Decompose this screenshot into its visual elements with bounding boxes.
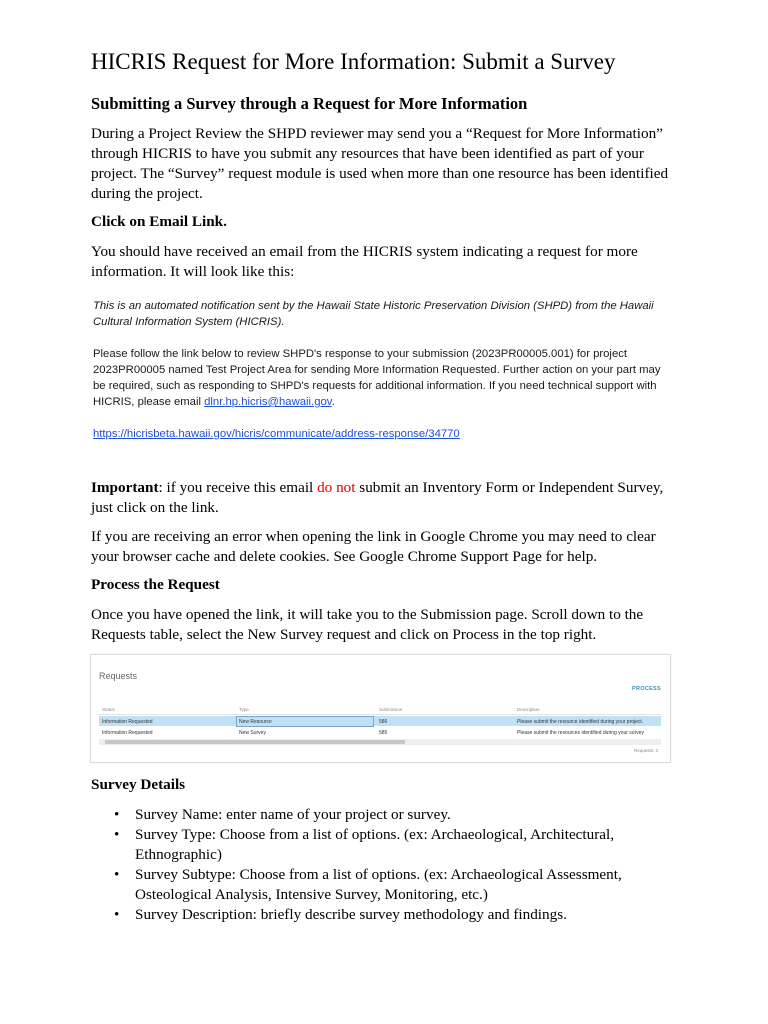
page-title: HICRIS Request for More Information: Submit a Survey [91, 49, 616, 74]
bullet-icon: • [114, 866, 120, 883]
response-url-link[interactable]: https://hicrisbeta.hawaii.gov/hicris/communicate/address-response/34770 [93, 428, 460, 440]
column-header-type: Type [239, 707, 249, 712]
chrome-note: If you are receiving an error when opening the link in Google Chrome you may need to clear your browser cache and delete cookies. See Google Chrome Support Page for help. [91, 528, 656, 565]
email-example [93, 298, 673, 442]
table-row[interactable] [99, 727, 661, 737]
cell-type: New Resource [239, 719, 272, 725]
cell-status: Information Requested [102, 719, 153, 725]
important-label: Important [91, 479, 159, 496]
table-row[interactable] [99, 716, 661, 726]
cell-description: Please submit the resource identified during your project. [517, 719, 644, 725]
important-note [91, 478, 681, 518]
list-item [91, 805, 681, 825]
bullet-icon: • [114, 806, 120, 823]
list-item-text: Survey Type: Choose from a list of options. (ex: Archaeological, Architectural, Ethnographic) [135, 826, 615, 863]
column-header-submission: Submission [379, 707, 403, 712]
step1-heading: Click on Email Link. [91, 213, 227, 230]
list-item-text: Survey Subtype: Choose from a list of options. (ex: Archaeological Assessment, Osteological Analysis, Intensive Survey, Monitoring, etc.) [135, 866, 622, 903]
survey-details-list [91, 805, 681, 925]
cell-status: Information Requested [102, 730, 153, 736]
important-text-1: : if you receive this email [158, 479, 318, 496]
email-body-text: Please follow the link below to review SHPD's response to your submission (2023PR00005.001) for project 2023PR00005 named Test Project Area for sending More Information Requested. Further action on your part may be required, such as responding to SHPD's requests for additional information. If you need technical support with HICRIS, please email [93, 348, 661, 408]
horizontal-scrollbar[interactable] [99, 739, 661, 745]
email-body [93, 346, 673, 410]
list-item [91, 905, 681, 925]
do-not-text: do not [317, 479, 356, 496]
bullet-icon: • [114, 826, 120, 843]
support-email-link[interactable]: dlnr.hp.hicris@hawaii.gov [204, 396, 332, 408]
cell-submission: 586 [379, 719, 388, 725]
requests-title: Requests [99, 671, 138, 681]
cell-type: New Survey [239, 730, 266, 736]
intro-paragraph: During a Project Review the SHPD reviewer may send you a “Request for More Information” through HICRIS to have you submit any resources that have been identified as part of your project. The “Survey” request module is used when more than one resource has been identified during the project. [91, 125, 669, 202]
step2-heading: Process the Request [91, 576, 220, 593]
list-item [91, 825, 681, 865]
list-item-text: Survey Name: enter name of your project or survey. [135, 806, 451, 823]
email-body-end: . [331, 396, 335, 408]
table-header [99, 704, 661, 715]
requests-table-screenshot [90, 654, 671, 763]
column-header-status: Status [102, 707, 115, 712]
step3-heading: Survey Details [91, 776, 186, 793]
important-text-2: submit an Inventory Form or Independent Survey, just click on the link. [91, 479, 664, 516]
list-item [91, 865, 681, 905]
step1-text: You should have received an email from the HICRIS system indicating a request for more information. It will look like this: [91, 243, 638, 280]
column-header-description: Description [517, 707, 540, 712]
section-heading: Submitting a Survey through a Request for More Information [91, 94, 528, 113]
bullet-icon: • [114, 906, 120, 923]
scrollbar-thumb[interactable] [105, 740, 405, 744]
step2-text: Once you have opened the link, it will take you to the Submission page. Scroll down to the Requests table, select the New Survey request and click on Process in the top right. [91, 606, 644, 643]
requests-count: Requests: 2 [633, 748, 658, 753]
cell-description: Please submit the resources identified during your survey [517, 730, 645, 736]
email-notice: This is an automated notification sent by the Hawaii State Historic Preservation Division (SHPD) from the Hawaii Cultural Information System (HICRIS). [93, 300, 654, 328]
list-item-text: Survey Description: briefly describe survey methodology and findings. [135, 906, 567, 923]
process-button[interactable]: PROCESS [632, 686, 661, 692]
cell-submission: 585 [379, 730, 388, 736]
